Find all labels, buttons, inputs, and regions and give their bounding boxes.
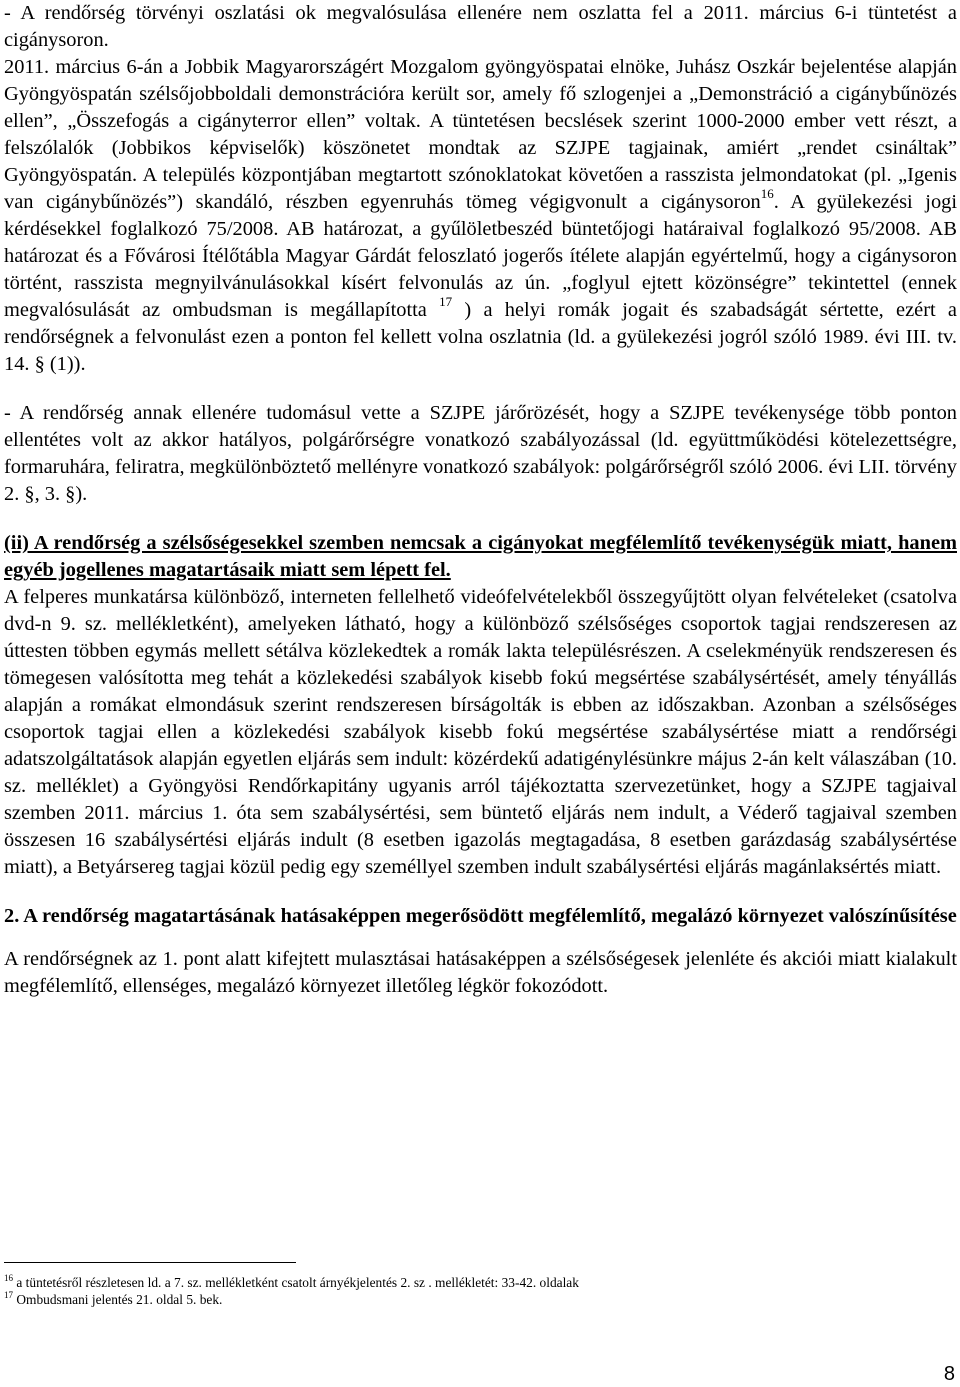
footnote-separator bbox=[4, 1262, 296, 1263]
footnote-ref-16[interactable]: 16 bbox=[760, 186, 774, 202]
paragraph-text: 2011. március 6-án a Jobbik Magyarországért Mozgalom gyöngyöspatai elnöke, Juhász Oszkár bejelentése alapján Gyöngyöspatán szélsőjobboldali demonstrációra került sor, amely fő szlogenjei a „Demonstráció a cigánybűnözés ellen”, „Összefogás a cigányterror ellen” voltak. A tüntetésen becslések szerint 1000-2000 ember vett részt, a felszólalók (Jobbikos képviselők) köszönetet mondtak az SZJPE tagjainak, amiért „rendet csináltak” Gyöngyöspatán. A település központjában megtartott szónoklatokat követően a rasszista jelmondatokat (pl. „Igenis van cigánybűnözés”) skandáló, részben egyenruhás tömeg végigvonult a cigánysoron bbox=[4, 56, 957, 213]
heading-ii: (ii) A rendőrség a szélsőségesekkel szemben nemcsak a cigányokat megfélemlítő tevékenységük miatt, hanem egyéb jogellenes magatartásaik miatt sem lépett fel. bbox=[4, 532, 957, 581]
footnote-17 bbox=[4, 1291, 957, 1308]
paragraph-szjpe-patrol: - A rendőrség annak ellenére tudomásul vette a SZJPE járőrözését, hogy a SZJPE tevékenysége több ponton ellentétes volt az akkor hatályos, polgárőrségre vonatkozó szabályozással (ld. együttműködési kötelezettségre, formaruhára, feliratra, megkülönböztető mellényre vonatkozó szabályok: polgárőrségről szóló 2006. évi LII. törvény 2. §, 3. §). bbox=[4, 402, 957, 505]
paragraph-intimidating-environment: A rendőrségnek az 1. pont alatt kifejtett mulasztásai hatásaképpen a szélsőségesek jelenléte és akciói miatt kialakult megfélemlítő, ellenséges, megalázó környezet illetőleg légkör fokozódott. bbox=[4, 948, 957, 997]
page-number: 8 bbox=[943, 1363, 955, 1385]
footnote-text: Ombudsmani jelentés 21. oldal 5. bek. bbox=[16, 1292, 223, 1307]
heading-section-2: 2. A rendőrség magatartásának hatásaképpen megerősödött megfélemlítő, megalázó környezet valószínűsítése bbox=[4, 905, 957, 927]
document-body bbox=[4, 0, 957, 1000]
footnote-16 bbox=[4, 1274, 957, 1291]
paragraph-march-6-demonstration bbox=[4, 54, 957, 378]
footnote-text: a tüntetésről részletesen ld. a 7. sz. mellékletként csatolt árnyékjelentés 2. sz . mellékletét: 33-42. oldalak bbox=[16, 1275, 579, 1290]
paragraph-video-evidence: A felperes munkatársa különböző, interneten fellelhető videófelvételekből összegyűjtött olyan felvételeket (csatolva dvd-n 9. sz. mellékletként), amelyeken látható, hogy a különböző szélsőséges csoportok tagjai rendszeresen az úttesten többen egymás mellett sétálva közlekedtek a romák lakta településrészen. A cselekményük rendszeresen és tömegesen valósította meg tehát a közlekedési szabályok kisebb fokú megsértése szabálysértését, amely tényállás alapján a romákat elmondásuk szerint rendszeresen bírságolták is ebben az időszakban. Azonban a szélsőséges csoportok tagjai ellen a közlekedési szabályok kisebb fokú megsértése szabálysértése miatt a rendőrségi adatszolgáltatások alapján egyetlen eljárás sem indult: közérdekű adatigénylésünkre május 2-án kelt válaszában (10. sz. melléklet) a Gyöngyösi Rendőrkapitány ugyanis arról tájékoztatta szervezetünket, hogy a SZJPE tagjaival szemben 2011. március 1. óta sem szabálysértési, sem büntető eljárás nem indult, a Véderő tagjaival szemben összesen 16 szabálysértési eljárás indult (8 esetben igazolás megtagadása, 8 esetben garázdaság szabálysértése miatt), a Betyársereg tagjai közül pedig egy személlyel szemben indult szabálysértési eljárás magánlaksértés miatt. bbox=[4, 586, 957, 878]
footnotes bbox=[4, 1274, 957, 1308]
paragraph-text: ) a helyi romák jogait és szabadságát sértette, ezért a rendőrségnek a felvonulást ezen a ponton fel kellett volna oszlatnia (ld. a gyülekezési jogról szóló 1989. évi III. tv. 14. § (1)). bbox=[4, 299, 957, 375]
footnote-ref-17[interactable]: 17 bbox=[439, 294, 453, 310]
footnote-number: 16 bbox=[4, 1272, 13, 1283]
paragraph-police-dispersal: - A rendőrség törvényi oszlatási ok megvalósulása ellenére nem oszlatta fel a 2011. március 6-i tüntetést a cigánysoron. bbox=[4, 2, 957, 51]
paragraph-text: . A gyülekezési jogi kérdésekkel foglalkozó 75/2008. AB határozat, a gyűlöletbeszéd büntetőjogi határaival foglalkozó 95/2008. AB határozat és a Fővárosi Ítélőtábla Magyar Gárdát feloszlató jogerős ítélete alapján egyértelmű, hogy a cigánysoron történt, rasszista megnyilvánulásokkal kísért felvonulás az ún. „foglyul ejtett közönségre” tekintettel (ennek megvalósulását az ombudsman is megállapította bbox=[4, 191, 957, 321]
footnote-number: 17 bbox=[4, 1289, 13, 1300]
